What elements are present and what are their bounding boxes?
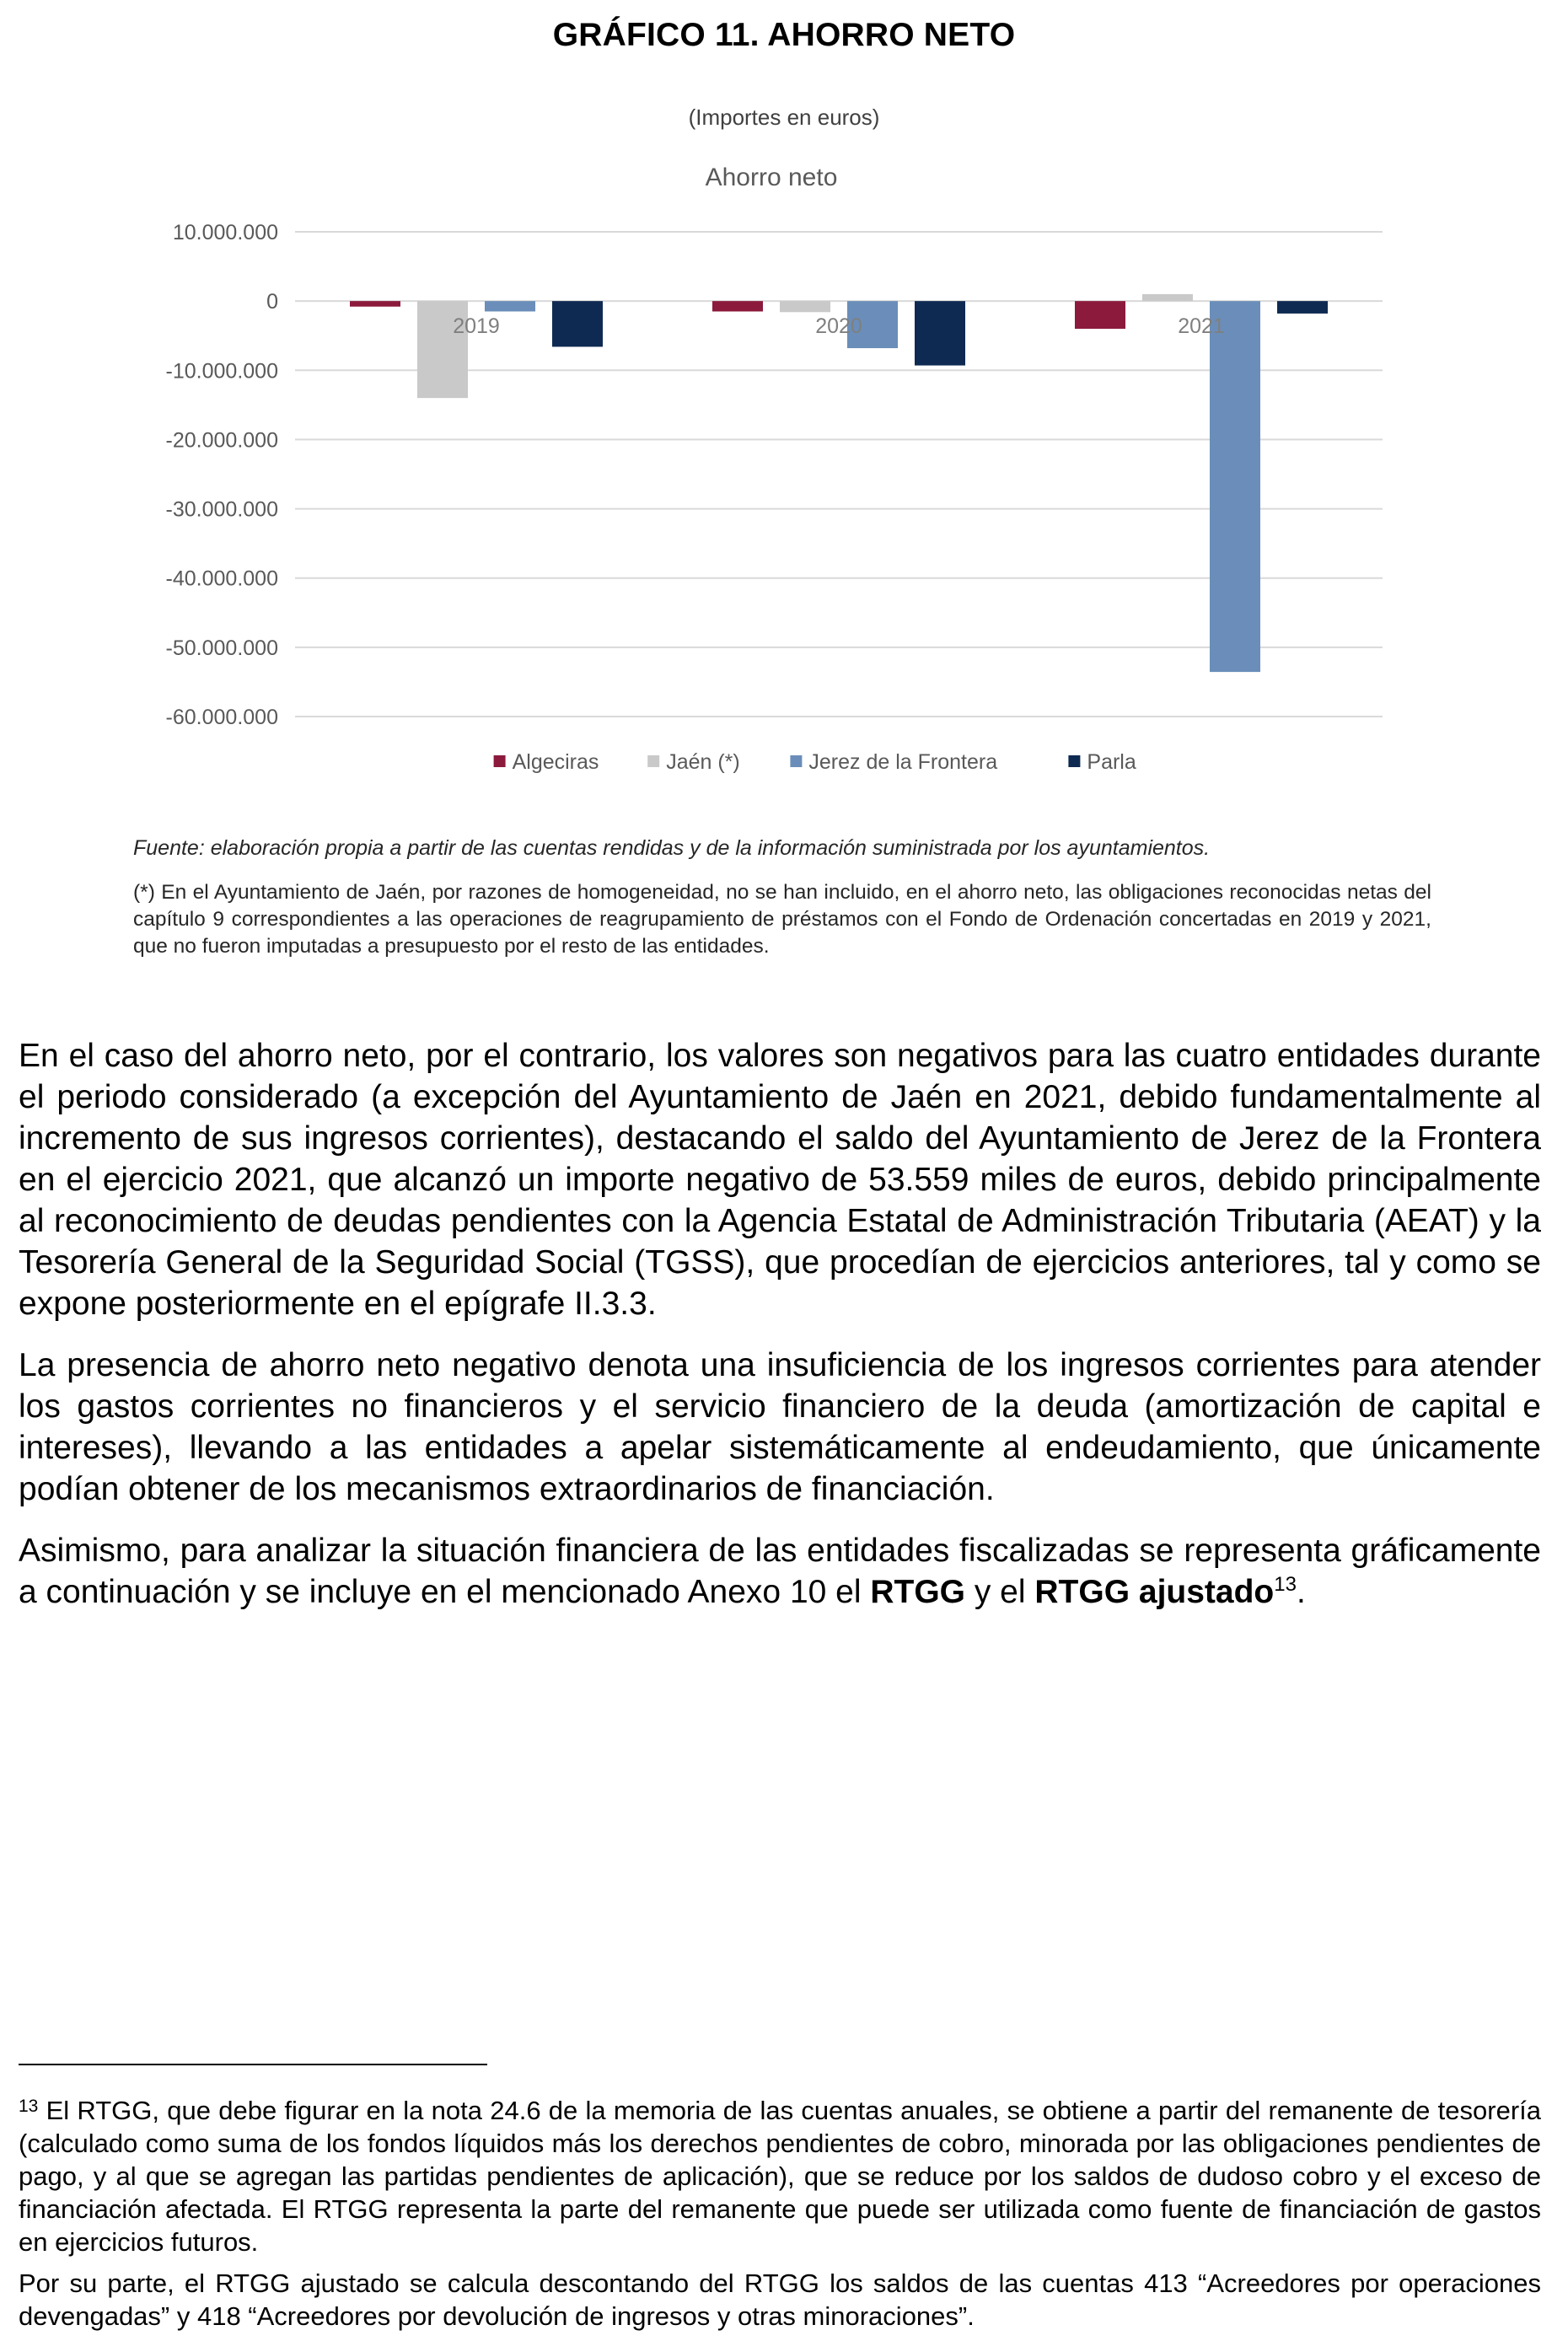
y-tick-label: -50.000.000 (165, 636, 278, 660)
bar (485, 301, 535, 311)
rtgg-term: RTGG (870, 1574, 966, 1610)
x-category-label: 2021 (1178, 314, 1225, 339)
bar (1277, 301, 1328, 314)
x-category-label: 2019 (453, 314, 500, 339)
footnote-13-text: El RTGG, que debe figurar en la nota 24.6 de la memoria de las cuentas anuales, se obtiene a partir del remanente de tesorería (calculado como suma de los fondos líquidos más los derechos pendientes de cobro, minorada por las obligaciones pendientes de pago, y al que se agregan las partidas pendientes de aplicación), que se reduce por los saldos de dudoso cobro y el exceso de financiación afectada. El RTGG representa la parte del remanente que puede ser utilizada como fuente de financiación de gastos en ejercicios futuros. (19, 2096, 1541, 2257)
footnote-ref-13[interactable]: 13 (1274, 1573, 1297, 1596)
figure-title: GRÁFICO 11. AHORRO NETO (552, 17, 1016, 53)
paragraph-2: La presencia de ahorro neto negativo denota una insuficiencia de los ingresos corrientes para atender los gastos corrientes no financieros y el servicio financiero de la deuda (amortización de capital e intereses), llevando a las entidades a apelar sistemáticamente al endeudamiento, que únicamente podían obtener de los mecanismos extraordinarios de financiación. (19, 1347, 1541, 1507)
bar (1075, 301, 1125, 329)
legend-swatch (790, 755, 802, 767)
bar (915, 301, 965, 365)
y-tick-label: -20.000.000 (165, 428, 278, 453)
y-tick-label: -40.000.000 (165, 566, 278, 591)
footnotes (19, 2094, 1541, 2341)
bar (552, 301, 603, 346)
legend-label: Algeciras (512, 750, 599, 774)
rtgg-ajustado-term: RTGG ajustado (1034, 1574, 1275, 1610)
paragraph-1: En el caso del ahorro neto, por el contrario, los valores son negativos para las cuatro entidades durante el periodo considerado (a excepción del Ayuntamiento de Jaén en 2021, debido fundamentalmente al incremento de sus ingresos corrientes), destacando el saldo del Ayuntamiento de Jerez de la Frontera en el ejercicio 2021, que alcanzó un importe negativo de 53.559 miles de euros, debido principalmente al reconocimiento de deudas pendientes con la Agencia Estatal de Administración Tributaria (AEAT) y la Tesorería General de la Seguridad Social (TGSS), que procedían de ejercicios anteriores, tal y como se expone posteriormente en el epígrafe II.3.3. (19, 1038, 1541, 1322)
bar (350, 301, 400, 307)
paragraph-3-end: . (1296, 1574, 1306, 1610)
paragraph-3 (19, 1530, 1541, 1613)
y-tick-label: 10.000.000 (172, 221, 278, 244)
chart-title: Ahorro neto (705, 164, 838, 191)
figure-source: Fuente: elaboración propia a partir de las cuentas rendidas y de la información suministrada por los ayuntamientos. (133, 836, 1211, 860)
footnote-13 (19, 2094, 1541, 2258)
bar (712, 301, 763, 311)
y-tick-label: -30.000.000 (165, 497, 278, 522)
paragraph-3-mid: y el (965, 1574, 1035, 1610)
figure-subtitle: (Importes en euros) (688, 105, 880, 130)
bar (1142, 294, 1193, 301)
legend-swatch (647, 755, 659, 767)
ahorro-neto-chart (118, 160, 1399, 801)
bar (780, 301, 830, 312)
legend-swatch (494, 755, 506, 767)
y-tick-label: 0 (266, 290, 278, 314)
footnote-number: 13 (19, 2097, 39, 2116)
y-tick-label: -10.000.000 (165, 359, 278, 384)
legend-label: Parla (1087, 750, 1136, 774)
figure-note: (*) En el Ayuntamiento de Jaén, por razones de homogeneidad, no se han incluido, en el ahorro neto, las obligaciones reconocidas netas del capítulo 9 correspondientes a las operaciones de reagrupamiento de préstamos con el Fondo de Ordenación concertadas en 2019 y 2021, que no fueron imputadas a presupuesto por el resto de las entidades. (133, 881, 1431, 958)
paragraph-3-start: Asimismo, para analizar la situación financiera de las entidades fiscalizadas se representa gráficamente a continuación y se incluye en el mencionado Anexo 10 el (19, 1533, 1541, 1610)
bar (1210, 301, 1260, 672)
body-text (19, 1035, 1541, 1633)
footnote-13-continued: Por su parte, el RTGG ajustado se calcula descontando del RTGG los saldos de las cuentas 413 “Acreedores por operaciones devengadas” y 418 “Acreedores por devolución de ingresos y otras minoraciones”. (19, 2269, 1541, 2331)
footnote-separator (19, 2064, 487, 2065)
legend-label: Jaén (*) (666, 750, 740, 774)
y-tick-label: -60.000.000 (165, 706, 278, 729)
legend-swatch (1068, 755, 1080, 767)
legend-label: Jerez de la Frontera (808, 750, 998, 774)
x-category-label: 2020 (815, 314, 862, 339)
